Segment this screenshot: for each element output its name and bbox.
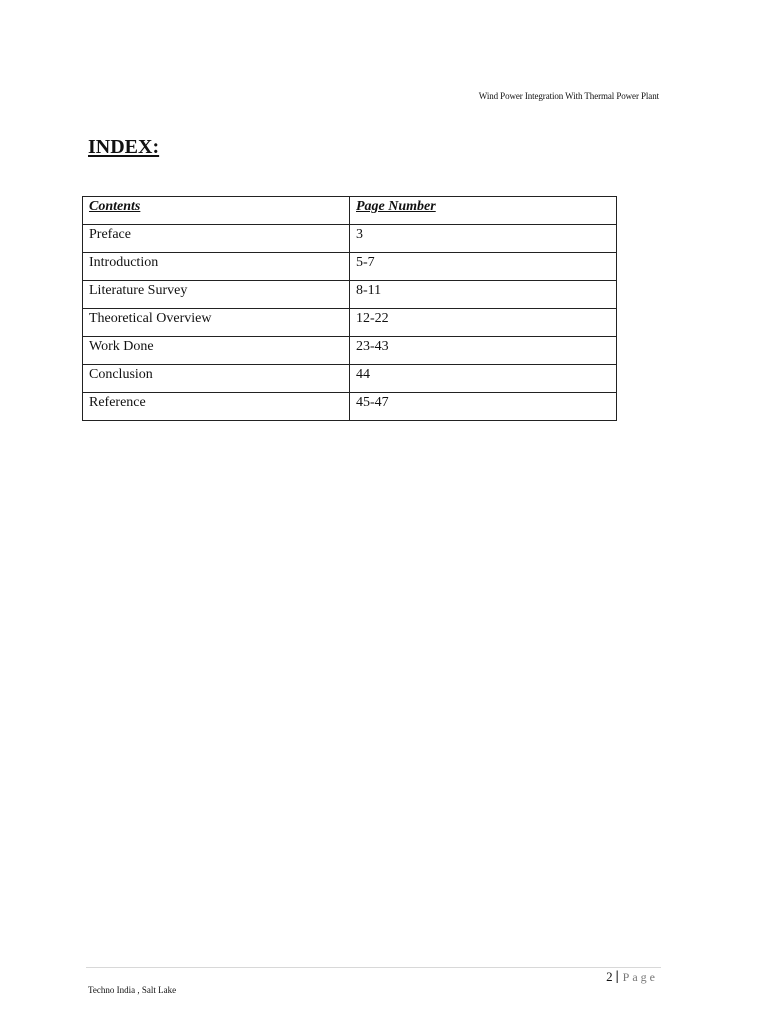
content-cell: Theoretical Overview: [83, 309, 350, 337]
page-cell: 23-43: [350, 337, 617, 365]
page-cell: 5-7: [350, 253, 617, 281]
footer-institution: Techno India , Salt Lake: [88, 985, 177, 995]
table-header-row: [83, 197, 617, 225]
page-number-separator: |: [615, 969, 619, 984]
running-header: Wind Power Integration With Thermal Power Plant: [478, 91, 659, 101]
page-cell: 44: [350, 365, 617, 393]
page-number: [606, 969, 658, 985]
table-row: [83, 393, 617, 421]
content-cell: Reference: [83, 393, 350, 421]
page-cell: 8-11: [350, 281, 617, 309]
table-row: [83, 309, 617, 337]
content-cell: Work Done: [83, 337, 350, 365]
table-row: [83, 337, 617, 365]
footer-divider: [86, 967, 661, 968]
page-word: Page: [622, 969, 658, 984]
index-title: INDEX:: [88, 136, 160, 158]
content-cell: Literature Survey: [83, 281, 350, 309]
page-number-value: 2: [606, 969, 613, 984]
column-header-contents: Contents: [83, 197, 350, 225]
index-table: [82, 196, 617, 421]
table-row: [83, 253, 617, 281]
table-row: [83, 281, 617, 309]
table-row: [83, 225, 617, 253]
page-cell: 3: [350, 225, 617, 253]
column-header-page-number: Page Number: [350, 197, 617, 225]
content-cell: Preface: [83, 225, 350, 253]
content-cell: Introduction: [83, 253, 350, 281]
page-cell: 45-47: [350, 393, 617, 421]
table-row: [83, 365, 617, 393]
content-cell: Conclusion: [83, 365, 350, 393]
page-cell: 12-22: [350, 309, 617, 337]
